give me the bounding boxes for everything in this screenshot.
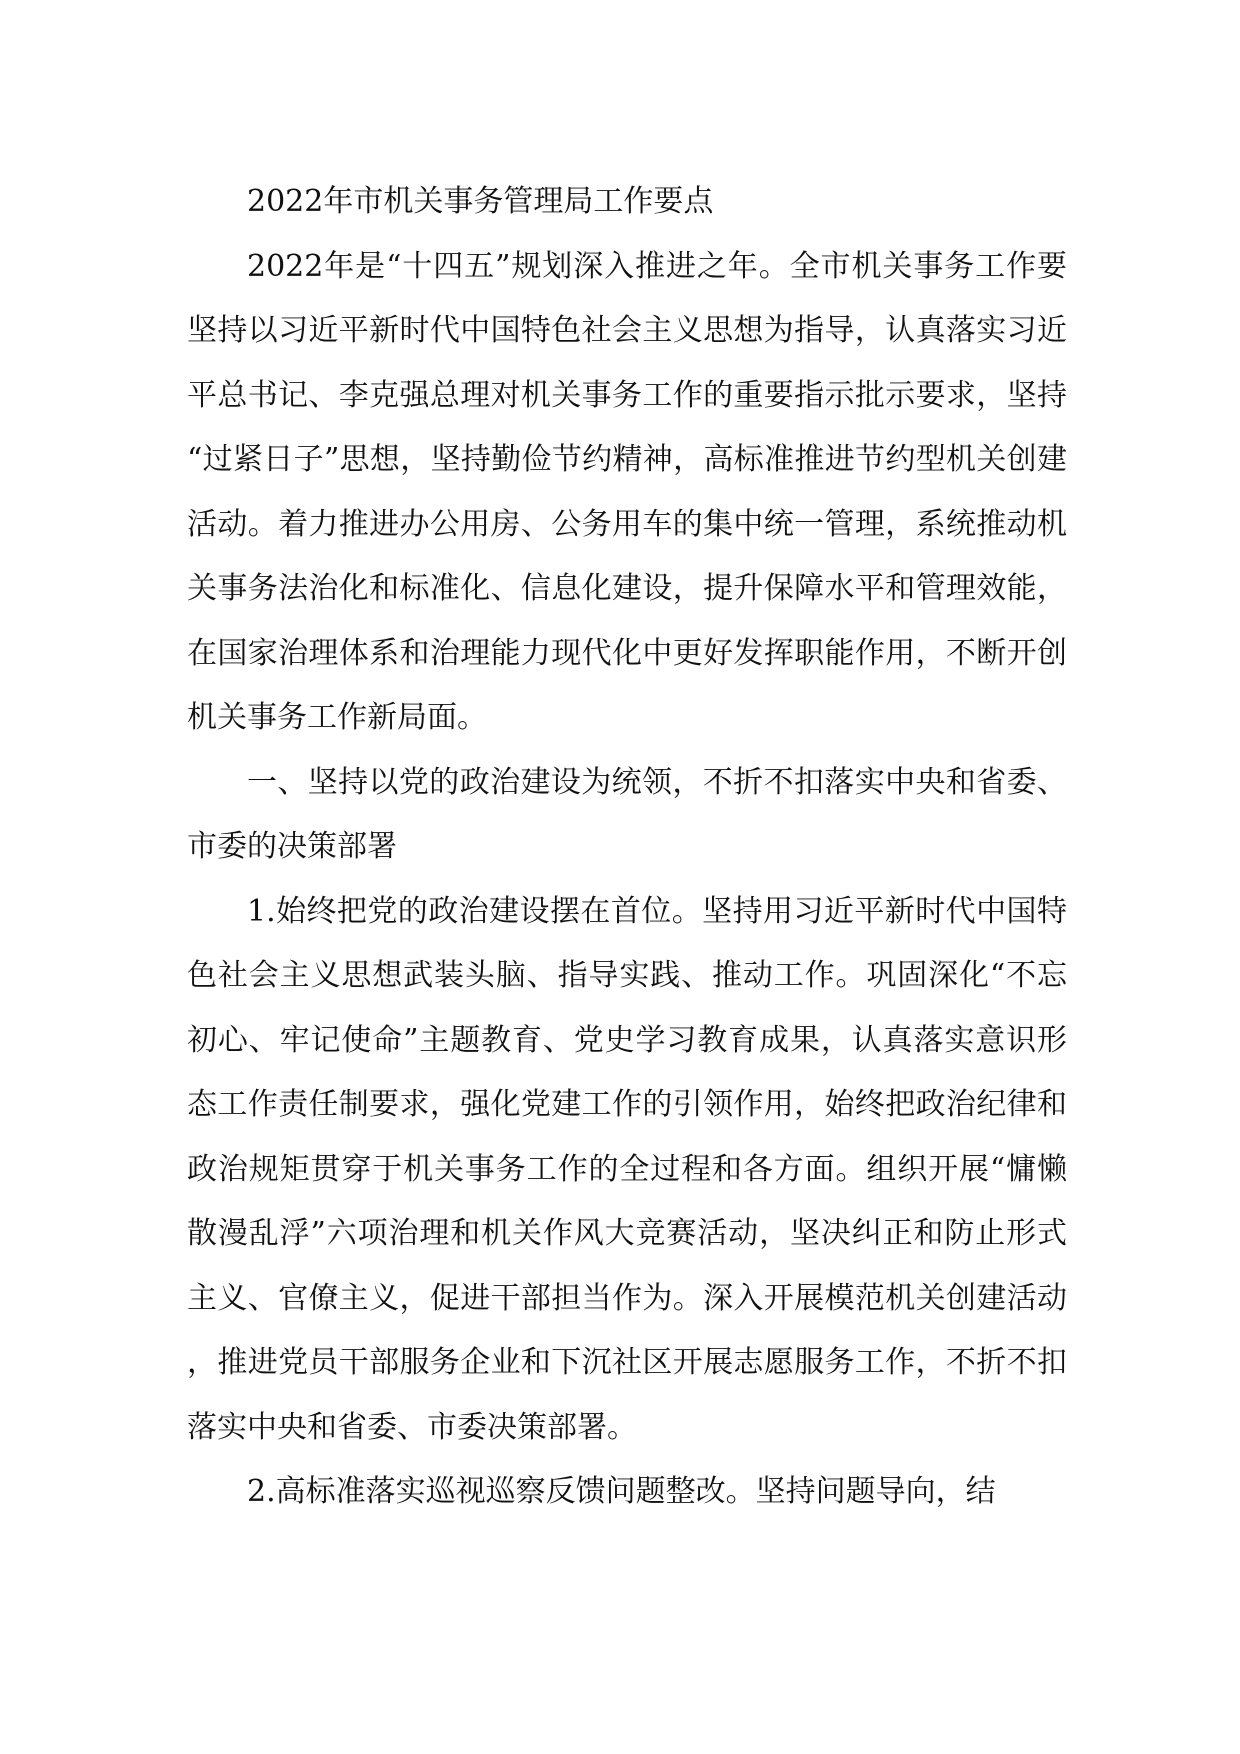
paragraph-intro: 2022年是“十四五”规划深入推进之年。全市机关事务工作要坚持以习近平新时代中国特色社会主义思想为指导，认真落实习近平总书记、李克强总理对机关事务工作的重要指示批示要求，坚持“过紧日子”思想，坚持勤俭节约精神，高标准推进节约型机关创建活动。着力推进办公用房、公务用车的集中统一管理，系统推动机关事务法治化和标准化、信息化建设，提升保障水平和管理效能，在国家治理体系和治理能力现代化中更好发挥职能作用，不断开创机关事务工作新局面。 [187,248,1067,735]
paragraph-item-2: 2.高标准落实巡视巡察反馈问题整改。坚持问题导向，结 [247,1474,996,1509]
paragraph-item-1: 1.始终把党的政治建设摆在首位。坚持用习近平新时代中国特色社会主义思想武装头脑、指导实践、推动工作。巩固深化“不忘初心、牢记使命”主题教育、党史学习教育成果，认真落实意识形态工作责任制要求，强化党建工作的引领作用，始终把政治纪律和政治规矩贯穿于机关事务工作的全过程和各方面。组织开展“慵懒散漫乱浮”六项治理和机关作风大竞赛活动，坚决纠正和防止形式主义、官僚主义，促进干部担当作为。深入开展模范机关创建活动，推进党员干部服务企业和下沉社区开展志愿服务工作，不折不扣落实中央和省委、市委决策部署。 [187,893,1067,1445]
document-title: 2022年市机关事务管理局工作要点 [247,184,714,219]
section-heading-1: 一、坚持以党的政治建设为统领，不折不扣落实中央和省委、市委的决策部署 [187,764,1067,864]
document-body [187,170,1067,1525]
